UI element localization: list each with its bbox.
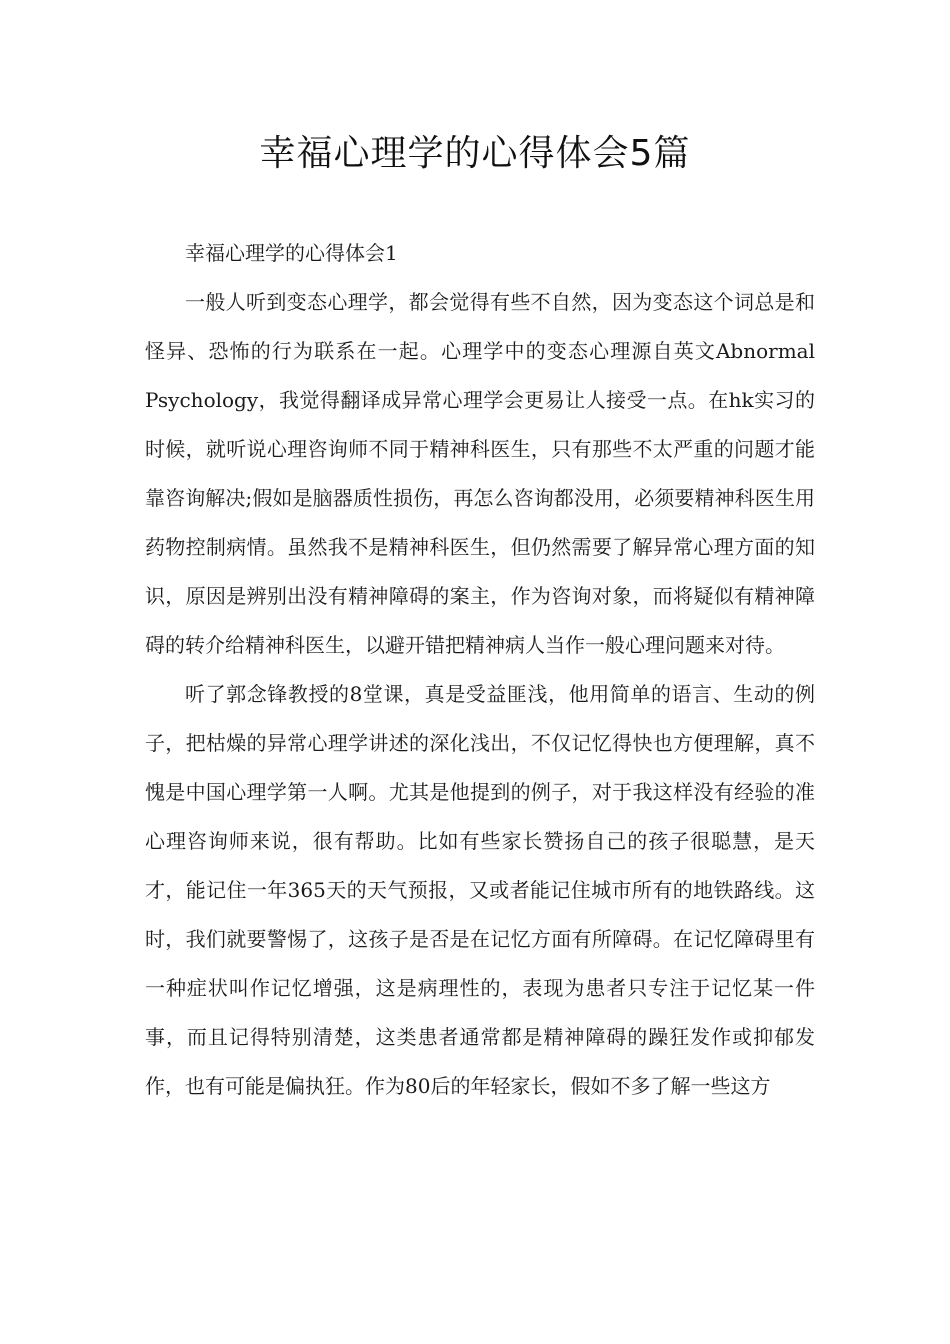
document-body (145, 229, 815, 1111)
section-heading: 幸福心理学的心得体会1 (185, 241, 398, 265)
paragraph: 一般人听到变态心理学，都会觉得有些不自然，因为变态这个词总是和怪异、恐怖的行为联系在一起。心理学中的变态心理源自英文Abnormal Psychology，我觉得翻译成异常心理学会更易让人接受一点。在hk实习的时候，就听说心理咨询师不同于精神科医生，只有那些不太严重的问题才能靠咨询解决;假如是脑器质性损伤，再怎么咨询都没用，必须要精神科医生用药物控制病情。虽然我不是精神科医生，但仍然需要了解异常心理方面的知识，原因是辨别出没有精神障碍的案主，作为咨询对象，而将疑似有精神障碍的转介给精神科医生，以避开错把精神病人当作一般心理问题来对待。 (145, 290, 815, 657)
paragraph: 听了郭念锋教授的8堂课，真是受益匪浅，他用简单的语言、生动的例子，把枯燥的异常心理学讲述的深化浅出，不仅记忆得快也方便理解，真不愧是中国心理学第一人啊。尤其是他提到的例子，对于我这样没有经验的准心理咨询师来说，很有帮助。比如有些家长赞扬自己的孩子很聪慧，是天才，能记住一年365天的天气预报，又或者能记住城市所有的地铁路线。这时，我们就要警惕了，这孩子是否是在记忆方面有所障碍。在记忆障碍里有一种症状叫作记忆增强，这是病理性的，表现为患者只专注于记忆某一件事，而且记得特别清楚，这类患者通常都是精神障碍的躁狂发作或抑郁发作，也有可能是偏执狂。作为80后的年轻家长，假如不多了解一些这方 (145, 682, 815, 1098)
document-title: 幸福心理学的心得体会5篇 (259, 133, 691, 174)
